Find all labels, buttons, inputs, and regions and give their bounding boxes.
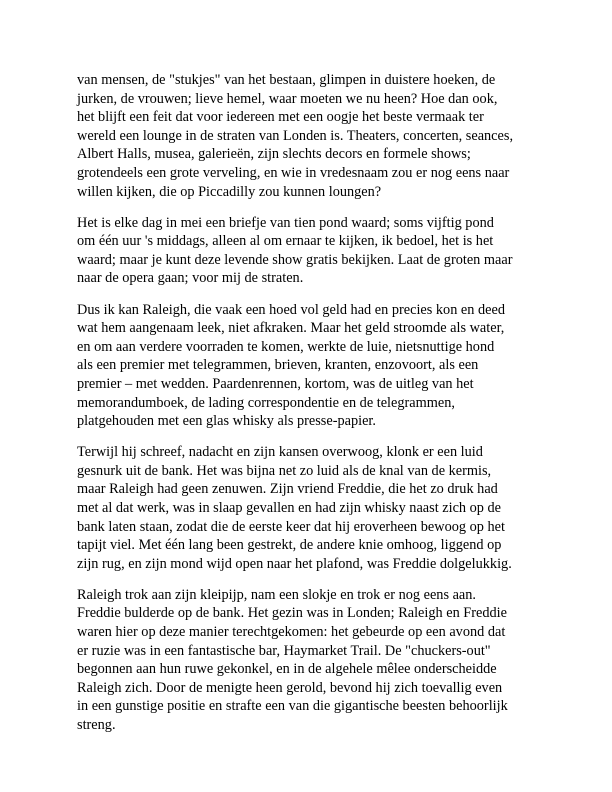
text-line: Raleigh trok aan zijn kleipijp, nam een slokje en trok er nog eens aan. bbox=[77, 586, 476, 603]
text-line: platgehouden met een glas whisky als presse-papier. bbox=[77, 413, 376, 430]
text-line: Raleigh zich. Door de menigte heen gerold, bevond hij zich toevallig even bbox=[77, 679, 503, 696]
text-line: er ruzie was in een fantastische bar, Haymarket Trail. De "chuckers-out" bbox=[77, 642, 491, 659]
text-line: naar de opera gaan; voor mij de straten. bbox=[77, 270, 304, 287]
text-line: streng. bbox=[77, 717, 116, 733]
text-line: Albert Halls, musea, galerieën, zijn slechts decors en formele shows; bbox=[77, 146, 471, 163]
text-line: als een premier met telegrammen, brieven, kranten, enzovoort, als een bbox=[77, 357, 479, 374]
text-line: Het is elke dag in mei een briefje van tien pond waard; soms vijftig pond bbox=[77, 214, 494, 231]
text-line: willen kijken, die op Piccadilly zou kunnen loungen? bbox=[77, 183, 382, 200]
text-line: waard; maar je kunt deze levende show gratis bekijken. Laat de groten maar bbox=[77, 251, 513, 268]
text-line: van mensen, de "stukjes" van het bestaan, glimpen in duistere hoeken, de bbox=[77, 72, 496, 88]
paragraph-2 bbox=[77, 214, 547, 288]
text-line: zijn rug, en zijn mond wijd open naar het plafond, was Freddie dolgelukkig. bbox=[77, 555, 512, 572]
body-text bbox=[77, 71, 547, 747]
text-line: om één uur 's middags, alleen al om ernaar te kijken, ik bedoel, het is het bbox=[77, 233, 494, 250]
text-line: jurken, de vrouwen; lieve hemel, waar moeten we nu heen? Hoe dan ook, bbox=[77, 90, 498, 107]
text-line: Dus ik kan Raleigh, die vaak een hoed vol geld had en precies kon en deed bbox=[77, 301, 505, 318]
text-line: Freddie bulderde op de bank. Het gezin was in Londen; Raleigh en Freddie bbox=[77, 605, 507, 622]
text-line: het blijft een feit dat voor iedereen met een oogje het beste vermaak ter bbox=[77, 109, 484, 126]
text-line: gesnurk uit de bank. Het was bijna net zo luid als de knal van de kermis, bbox=[77, 462, 492, 479]
text-line: grotendeels een grote verveling, en wie in vredesnaam zou er nog eens naar bbox=[77, 164, 510, 181]
text-line: premier – met wedden. Paardenrennen, kortom, was de uitleg van het bbox=[77, 375, 474, 392]
paragraph-4 bbox=[77, 443, 547, 573]
text-line: tapijt viel. Met één lang been gestrekt, de andere knie omhoog, liggend op bbox=[77, 537, 502, 554]
text-line: en om aan verdere voorraden te komen, werkte de luie, nietsnuttige hond bbox=[77, 338, 495, 355]
text-line: met al dat werk, was in slaap gevallen en had zijn whisky naast zich op de bbox=[77, 499, 502, 516]
paragraph-5 bbox=[77, 586, 547, 735]
text-line: memorandumboek, de lading correspondentie en de telegrammen, bbox=[77, 394, 455, 411]
text-line: maar Raleigh had geen zenuwen. Zijn vriend Freddie, die het zo druk had bbox=[77, 481, 498, 498]
text-line: wereld een lounge in de straten van Londen is. Theaters, concerten, seances, bbox=[77, 127, 514, 144]
text-line: wat hem aangenaam leek, niet afkraken. Maar het geld stroomde als water, bbox=[77, 320, 505, 337]
text-line: waren hier op deze manier terechtgekomen: het gebeurde op een avond dat bbox=[77, 624, 506, 641]
text-line: begonnen aan hun ruwe gekonkel, en in de algehele mêlee onderscheidde bbox=[77, 661, 497, 678]
paragraph-1 bbox=[77, 71, 547, 201]
text-line: in een gunstige positie en strafte een van die gigantische beesten behoorlijk bbox=[77, 698, 508, 715]
text-line: Terwijl hij schreef, nadacht en zijn kansen overwoog, klonk er een luid bbox=[77, 444, 483, 461]
text-line: bank laten staan, zodat die de eerste keer dat hij eroverheen bewoog op het bbox=[77, 518, 505, 535]
paragraph-3 bbox=[77, 301, 547, 431]
